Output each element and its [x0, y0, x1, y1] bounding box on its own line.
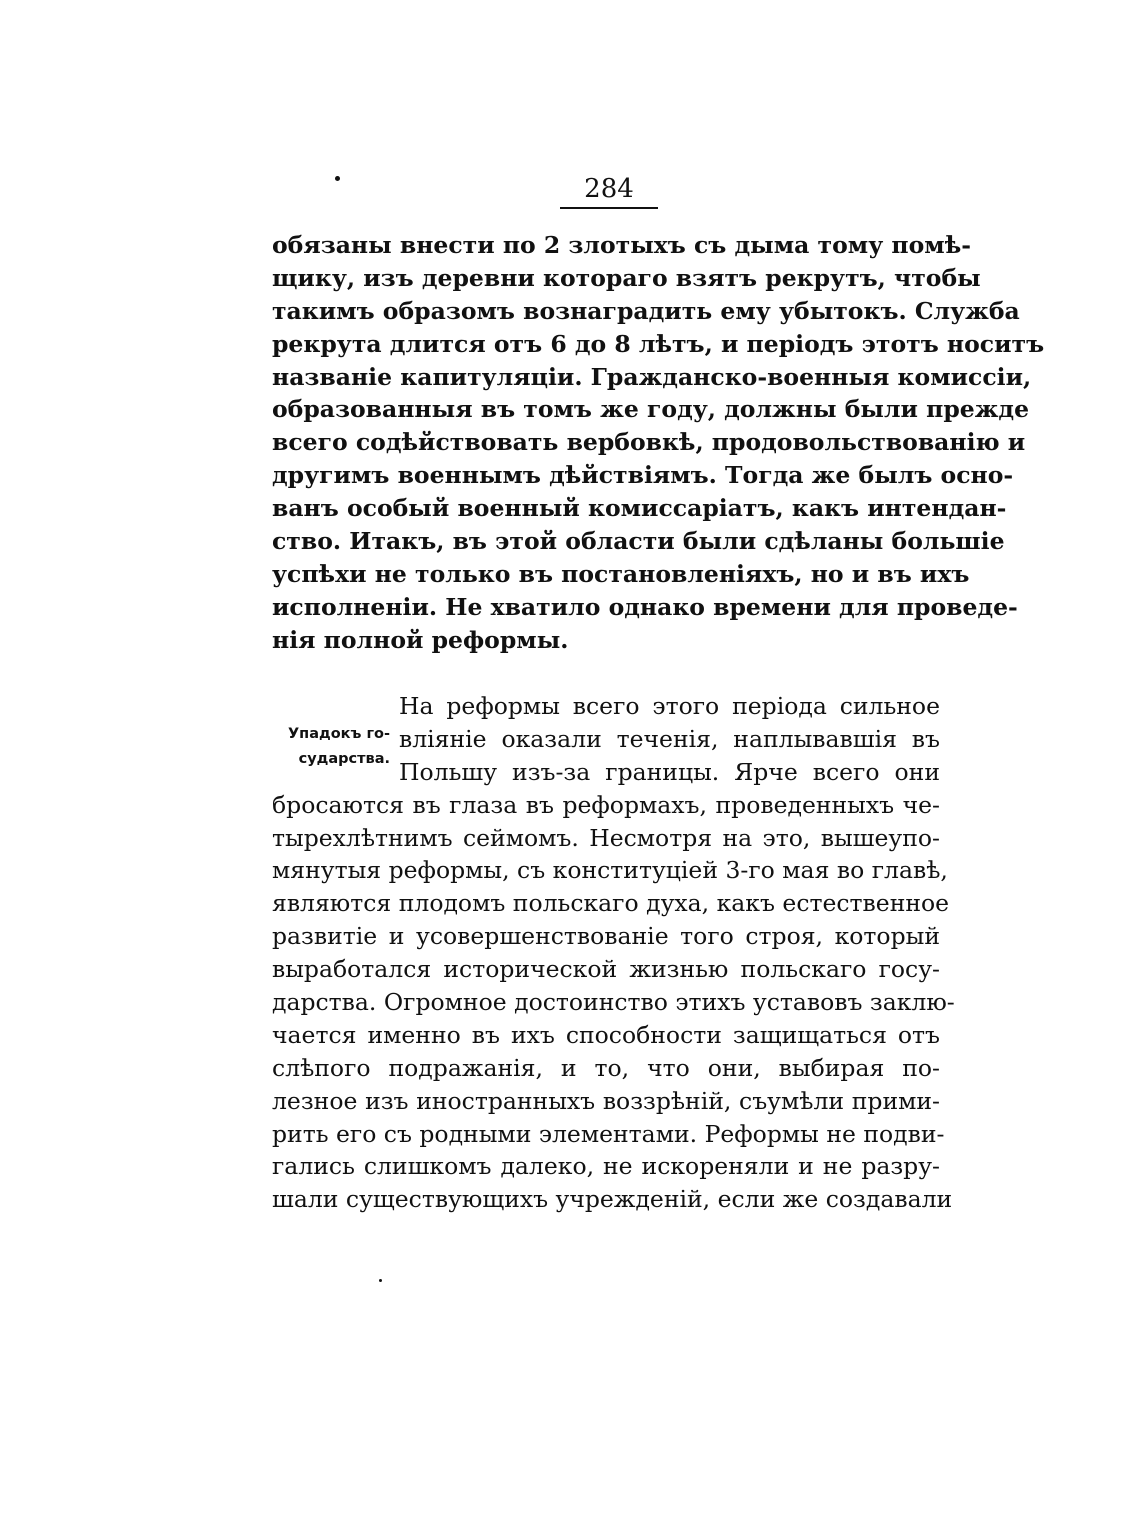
- paragraph-recruitment: [272, 229, 1045, 657]
- text-line: тырехлѣтнимъ сеймомъ. Несмотря на это, вышеупо-: [272, 823, 940, 852]
- text-line: вліяніе оказали теченія, наплывавшія въ: [399, 724, 940, 753]
- text-line: названіе капитуляціи. Гражданско-военныя комиссіи,: [272, 362, 1032, 391]
- marginal-note-line: сударства.: [298, 751, 390, 767]
- text-line: такимъ образомъ вознаградить ему убытокъ. Служба: [272, 296, 1020, 325]
- text-line: рить его съ родными элементами. Реформы не подви-: [272, 1119, 945, 1148]
- text-line: обязаны внести по 2 злотыхъ съ дыма тому помѣ-: [272, 231, 971, 259]
- text-line: успѣхи не только въ постановленіяхъ, но и въ ихъ: [272, 559, 970, 588]
- text-line: ство. Итакъ, въ этой области были сдѣланы большіе: [272, 527, 1005, 556]
- text-line: выработался исторической жизнью польскаго госу-: [272, 955, 940, 984]
- text-line: лезное изъ иностранныхъ воззрѣній, съумѣли прими-: [272, 1086, 940, 1115]
- text-line: рекрута длится отъ 6 до 8 лѣтъ, и періодъ этотъ носитъ: [272, 329, 1045, 358]
- text-line: нія полной реформы.: [272, 625, 569, 654]
- text-line: образованныя въ томъ же году, должны были прежде: [272, 395, 1030, 424]
- marginal-note-line: Упадокъ го-: [288, 726, 390, 742]
- page-number: 284: [584, 174, 634, 204]
- stray-dot-mark: [379, 1279, 382, 1282]
- text-line: ванъ особый военный комиссаріатъ, какъ интендан-: [272, 494, 1007, 523]
- text-line: бросаются въ глаза въ реформахъ, проведенныхъ че-: [272, 790, 940, 819]
- text-line: дарства. Огромное достоинство этихъ уставовъ заклю-: [272, 988, 955, 1017]
- text-line: мянутыя реформы, съ конституціей 3-го мая во главѣ,: [272, 856, 948, 885]
- text-line: гались слишкомъ далеко, не искореняли и не разру-: [272, 1152, 940, 1181]
- text-line: развитіе и усовершенствованіе того строя, который: [272, 922, 940, 951]
- text-line: Польшу изъ-за границы. Ярче всего они: [399, 757, 940, 786]
- text-line: щику, изъ деревни котораго взятъ рекрутъ, чтобы: [272, 263, 981, 292]
- text-line: исполненіи. Не хватило однако времени для проведе-: [272, 592, 1018, 621]
- page-number-rule: [560, 207, 658, 209]
- text-line: шали существующихъ учрежденій, если же создавали: [272, 1185, 953, 1214]
- text-line: являются плодомъ польскаго духа, какъ естественное: [272, 889, 950, 918]
- text-line: На реформы всего этого періода сильное: [399, 692, 940, 720]
- text-line: чается именно въ ихъ способности защищаться отъ: [272, 1020, 940, 1049]
- text-line: другимъ военнымъ дѣйствіямъ. Тогда же былъ осно-: [272, 461, 1014, 490]
- paragraph-reforms: [272, 690, 955, 1216]
- text-line: всего содѣйствовать вербовкѣ, продовольствованію и: [272, 428, 1026, 457]
- text-line: слѣпого подражанія, и то, что они, выбирая по-: [272, 1053, 940, 1082]
- stray-dot-mark: [335, 176, 340, 181]
